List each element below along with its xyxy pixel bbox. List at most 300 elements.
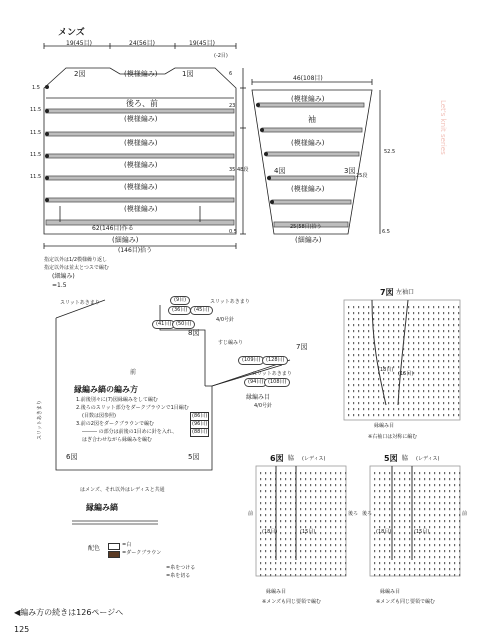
chart-stitch-mark xyxy=(368,354,369,356)
dim-top-left: 19(45目) xyxy=(66,40,92,47)
chart-stitch-mark xyxy=(403,306,404,308)
chart-stitch-mark xyxy=(418,342,419,344)
chart-stitch-mark xyxy=(374,550,375,552)
chart-stitch-mark xyxy=(414,562,415,564)
chart-stitch-mark xyxy=(300,562,301,564)
chart-stitch-mark xyxy=(374,472,375,474)
chart-stitch-mark xyxy=(310,520,311,522)
box-86: (86目) xyxy=(192,413,208,419)
color-brown-label: =ダークブラウン xyxy=(122,550,162,556)
fig5-note: ※メンズも同じ要領で編む xyxy=(376,599,436,605)
swatch-white xyxy=(108,543,120,550)
chart-stitch-mark xyxy=(325,568,326,570)
chart-stitch-mark xyxy=(408,336,409,338)
chart-stitch-mark xyxy=(265,472,266,474)
chart-stitch-mark xyxy=(265,490,266,492)
chart-stitch-mark xyxy=(398,342,399,344)
fig6-col1: (18目) xyxy=(262,529,278,535)
chart-stitch-mark xyxy=(393,348,394,350)
chart-stitch-mark xyxy=(280,574,281,576)
chart-stitch-mark xyxy=(285,562,286,564)
chart-stitch-mark xyxy=(290,484,291,486)
chart-stitch-mark xyxy=(363,396,364,398)
chart-stitch-mark xyxy=(348,408,349,410)
chart-stitch-mark xyxy=(449,484,450,486)
chart-stitch-mark xyxy=(348,354,349,356)
chart-stitch-mark xyxy=(388,354,389,356)
chart-stitch-mark xyxy=(374,520,375,522)
chart-stitch-mark xyxy=(315,556,316,558)
chart-stitch-mark xyxy=(325,514,326,516)
chart-stitch-mark xyxy=(443,360,444,362)
chart-stitch-mark xyxy=(315,502,316,504)
chart-stitch-mark xyxy=(285,550,286,552)
chart-stitch-mark xyxy=(389,538,390,540)
chart-stitch-mark xyxy=(399,472,400,474)
chart-stitch-mark xyxy=(429,508,430,510)
chart-stitch-mark xyxy=(368,384,369,386)
chart-stitch-mark xyxy=(444,532,445,534)
chart-stitch-mark xyxy=(300,526,301,528)
chart-stitch-mark xyxy=(443,318,444,320)
chart-stitch-mark xyxy=(409,568,410,570)
chart-stitch-mark xyxy=(408,360,409,362)
box-88: (88目) xyxy=(192,429,208,435)
chart-stitch-mark xyxy=(265,562,266,564)
chart-stitch-mark xyxy=(368,390,369,392)
howto-line-2: 2.後ろのスリット部分をダークブラウンで1目編む xyxy=(76,405,189,411)
chart-stitch-mark xyxy=(409,538,410,540)
chart-stitch-mark xyxy=(260,514,261,516)
chart-stitch-mark xyxy=(409,484,410,486)
chart-stitch-mark xyxy=(454,568,455,570)
chart-stitch-mark xyxy=(408,378,409,380)
chart-stitch-mark xyxy=(325,532,326,534)
chart-stitch-mark xyxy=(270,526,271,528)
chart-stitch-mark xyxy=(374,484,375,486)
chart-stitch-mark xyxy=(378,336,379,338)
chart-stitch-mark xyxy=(438,306,439,308)
chart-stitch-mark xyxy=(265,544,266,546)
chart-stitch-mark xyxy=(305,544,306,546)
chart-stitch-mark xyxy=(443,372,444,374)
chart-stitch-mark xyxy=(280,538,281,540)
chart-stitch-mark xyxy=(443,384,444,386)
chart-stitch-mark xyxy=(305,556,306,558)
chart-stitch-mark xyxy=(423,342,424,344)
chart-stitch-mark xyxy=(443,414,444,416)
chart-stitch-mark xyxy=(310,490,311,492)
chart-stitch-mark xyxy=(335,532,336,534)
chart-stitch-mark xyxy=(260,538,261,540)
chart-stitch-mark xyxy=(330,544,331,546)
chart-stitch-mark xyxy=(393,354,394,356)
chart-stitch-mark xyxy=(449,514,450,516)
chart-stitch-mark xyxy=(399,526,400,528)
chart-stitch-mark xyxy=(345,544,346,546)
chart-stitch-mark xyxy=(270,556,271,558)
chart-stitch-mark xyxy=(340,544,341,546)
chart-stitch-mark xyxy=(378,384,379,386)
chart-stitch-mark xyxy=(453,402,454,404)
chart-stitch-mark xyxy=(398,324,399,326)
chart-stitch-mark xyxy=(448,342,449,344)
chart-stitch-mark xyxy=(265,556,266,558)
chart-stitch-mark xyxy=(373,306,374,308)
chart-stitch-mark xyxy=(418,366,419,368)
chart-stitch-mark xyxy=(419,538,420,540)
chart-stitch-mark xyxy=(388,396,389,398)
dim-top-center: 24(56目) xyxy=(129,40,155,47)
chart-stitch-mark xyxy=(403,312,404,314)
right-dim-mid: 23 xyxy=(229,103,236,109)
fig5-side2: 前 xyxy=(462,511,468,517)
chart-stitch-mark xyxy=(423,378,424,380)
chart-stitch-mark xyxy=(458,324,459,326)
chart-stitch-mark xyxy=(409,562,410,564)
chart-stitch-mark xyxy=(315,472,316,474)
chart-stitch-mark xyxy=(404,556,405,558)
stripe-color-label: 配色 xyxy=(88,545,101,552)
chart-stitch-mark xyxy=(280,562,281,564)
chart-stitch-mark xyxy=(330,478,331,480)
chart-stitch-mark xyxy=(388,330,389,332)
chart-stitch-mark xyxy=(438,402,439,404)
chart-stitch-mark xyxy=(448,360,449,362)
chart-stitch-mark xyxy=(383,360,384,362)
pill-45: (45目) xyxy=(190,306,213,315)
chart-stitch-mark xyxy=(335,520,336,522)
chart-stitch-mark xyxy=(394,502,395,504)
pill-109: (109目) xyxy=(238,356,264,365)
chart-stitch-mark xyxy=(270,502,271,504)
chart-stitch-mark xyxy=(379,544,380,546)
chart-stitch-mark xyxy=(310,514,311,516)
chart-stitch-mark xyxy=(340,508,341,510)
fig5-side: 後ろ xyxy=(362,511,373,517)
chart-stitch-mark xyxy=(285,508,286,510)
fig7-col1: (18目) xyxy=(378,367,394,373)
fig6-title: 6図 xyxy=(270,454,284,463)
chart-stitch-mark xyxy=(270,544,271,546)
chart-stitch-mark xyxy=(433,396,434,398)
chart-stitch-mark xyxy=(423,402,424,404)
chart-stitch-mark xyxy=(260,520,261,522)
chart-stitch-mark xyxy=(388,390,389,392)
fig6-label: 縁編み目 xyxy=(266,589,287,595)
chart-stitch-mark xyxy=(320,508,321,510)
chart-stitch-mark xyxy=(394,544,395,546)
chart-stitch-mark xyxy=(413,318,414,320)
chart-stitch-mark xyxy=(453,354,454,356)
chart-stitch-mark xyxy=(348,336,349,338)
chart-stitch-mark xyxy=(443,390,444,392)
chart-stitch-mark xyxy=(438,342,439,344)
chart-stitch-mark xyxy=(280,568,281,570)
chart-stitch-mark xyxy=(353,384,354,386)
chart-stitch-mark xyxy=(310,544,311,546)
chart-stitch-mark xyxy=(378,342,379,344)
chart-stitch-mark xyxy=(373,384,374,386)
chart-stitch-mark xyxy=(404,544,405,546)
chart-stitch-mark xyxy=(413,360,414,362)
chart-stitch-mark xyxy=(458,318,459,320)
chart-stitch-mark xyxy=(368,348,369,350)
chart-stitch-mark xyxy=(453,348,454,350)
chart-stitch-mark xyxy=(404,568,405,570)
sleeve-pattern-2: (模様編み) xyxy=(291,139,325,147)
chart-stitch-mark xyxy=(335,478,336,480)
chart-stitch-mark xyxy=(453,390,454,392)
chart-stitch-mark xyxy=(348,324,349,326)
ribbing-label: (細編み) xyxy=(112,236,139,244)
chart-stitch-mark xyxy=(389,520,390,522)
chart-stitch-mark xyxy=(363,330,364,332)
chart-stitch-mark xyxy=(434,532,435,534)
chart-stitch-mark xyxy=(443,396,444,398)
chart-stitch-mark xyxy=(413,330,414,332)
chart-stitch-mark xyxy=(403,318,404,320)
row-pattern-4: (模様編み) xyxy=(124,161,158,169)
chart-stitch-mark xyxy=(348,372,349,374)
chart-stitch-mark xyxy=(439,568,440,570)
chart-stitch-mark xyxy=(459,514,460,516)
chart-stitch-mark xyxy=(398,318,399,320)
chart-stitch-mark xyxy=(423,366,424,368)
chart-stitch-mark xyxy=(444,520,445,522)
chart-stitch-mark xyxy=(353,318,354,320)
chart-stitch-mark xyxy=(368,360,369,362)
chart-stitch-mark xyxy=(394,484,395,486)
chart-stitch-mark xyxy=(358,330,359,332)
chart-stitch-mark xyxy=(373,360,374,362)
chart-stitch-mark xyxy=(444,478,445,480)
chart-stitch-mark xyxy=(368,414,369,416)
chart-stitch-mark xyxy=(300,538,301,540)
chart-stitch-mark xyxy=(358,324,359,326)
chart-stitch-mark xyxy=(260,490,261,492)
chart-stitch-mark xyxy=(330,520,331,522)
chart-stitch-mark xyxy=(260,508,261,510)
ribbing-label-3: 4/0号針 xyxy=(254,403,273,409)
chart-stitch-mark xyxy=(388,414,389,416)
chart-stitch-mark xyxy=(290,472,291,474)
chart-stitch-mark xyxy=(275,562,276,564)
chart-stitch-mark xyxy=(398,330,399,332)
sleeve-ribbing: (細編み) xyxy=(295,236,322,244)
chart-stitch-mark xyxy=(433,372,434,374)
chart-stitch-mark xyxy=(358,342,359,344)
chart-stitch-mark xyxy=(310,478,311,480)
chart-stitch-mark xyxy=(443,330,444,332)
chart-stitch-mark xyxy=(389,574,390,576)
pill-9: (9目) xyxy=(170,296,190,305)
chart-stitch-mark xyxy=(459,538,460,540)
chart-stitch-mark xyxy=(270,568,271,570)
chart-stitch-mark xyxy=(384,490,385,492)
chart-stitch-mark xyxy=(379,568,380,570)
chart-stitch-mark xyxy=(419,490,420,492)
chart-stitch-mark xyxy=(373,318,374,320)
chart-stitch-mark xyxy=(438,312,439,314)
chart-stitch-mark xyxy=(413,312,414,314)
chart-stitch-mark xyxy=(414,568,415,570)
chart-stitch-mark xyxy=(383,414,384,416)
chart-stitch-mark xyxy=(383,402,384,404)
chart-stitch-mark xyxy=(418,402,419,404)
chart-stitch-mark xyxy=(340,502,341,504)
chart-stitch-mark xyxy=(310,538,311,540)
chart-stitch-mark xyxy=(399,574,400,576)
chart-stitch-mark xyxy=(398,348,399,350)
chart-stitch-mark xyxy=(315,538,316,540)
chart-stitch-mark xyxy=(438,318,439,320)
chart-stitch-mark xyxy=(348,366,349,368)
chart-stitch-mark xyxy=(358,348,359,350)
chart-stitch-mark xyxy=(290,526,291,528)
row-pattern-3: (模様編み) xyxy=(124,139,158,147)
left-dim-0: 1.5 xyxy=(32,85,40,91)
fig6-tag: (レディス) xyxy=(302,456,326,462)
sleeve-bottom-dim: 6.5 xyxy=(382,229,390,235)
chart-stitch-mark xyxy=(418,360,419,362)
chart-stitch-mark xyxy=(290,496,291,498)
chart-stitch-mark xyxy=(280,502,281,504)
chart-stitch-mark xyxy=(285,478,286,480)
chart-stitch-mark xyxy=(444,544,445,546)
chart-stitch-mark xyxy=(353,396,354,398)
chart-stitch-mark xyxy=(363,342,364,344)
chart-stitch-mark xyxy=(368,330,369,332)
chart-stitch-mark xyxy=(358,378,359,380)
chart-stitch-mark xyxy=(378,360,379,362)
chart-stitch-mark xyxy=(418,390,419,392)
chart-stitch-mark xyxy=(335,568,336,570)
chart-stitch-mark xyxy=(458,390,459,392)
left-dim-4: 11.5 xyxy=(30,174,42,180)
chart-stitch-mark xyxy=(453,318,454,320)
chart-stitch-mark xyxy=(325,484,326,486)
chart-stitch-mark xyxy=(300,496,301,498)
chart-stitch-mark xyxy=(454,508,455,510)
chart-stitch-mark xyxy=(403,408,404,410)
chart-stitch-mark xyxy=(368,396,369,398)
chart-stitch-mark xyxy=(413,336,414,338)
chart-stitch-mark xyxy=(399,550,400,552)
chart-stitch-mark xyxy=(439,496,440,498)
chart-stitch-mark xyxy=(285,502,286,504)
chart-stitch-mark xyxy=(399,478,400,480)
chart-stitch-mark xyxy=(265,520,266,522)
chart-stitch-mark xyxy=(449,520,450,522)
body-legend: はメンズ、それ以外はレディスと共通 xyxy=(80,487,165,493)
chart-stitch-mark xyxy=(408,318,409,320)
chart-stitch-mark xyxy=(374,544,375,546)
chart-stitch-mark xyxy=(325,490,326,492)
chart-stitch-mark xyxy=(438,390,439,392)
chart-stitch-mark xyxy=(399,532,400,534)
chart-stitch-mark xyxy=(414,526,415,528)
chart-stitch-mark xyxy=(320,556,321,558)
chart-stitch-mark xyxy=(403,414,404,416)
chart-stitch-mark xyxy=(389,496,390,498)
chart-stitch-mark xyxy=(458,342,459,344)
chart-stitch-mark xyxy=(428,366,429,368)
chart-stitch-mark xyxy=(300,556,301,558)
chart-stitch-mark xyxy=(439,514,440,516)
chart-stitch-mark xyxy=(439,478,440,480)
chart-stitch-mark xyxy=(335,526,336,528)
chart-stitch-mark xyxy=(419,484,420,486)
chart-stitch-mark xyxy=(399,490,400,492)
chart-stitch-mark xyxy=(418,336,419,338)
howto-line-4: 3.前の2図をダークブラウンで編む xyxy=(76,421,154,427)
chart-stitch-mark xyxy=(270,520,271,522)
chart-stitch-mark xyxy=(438,366,439,368)
chart-stitch-mark xyxy=(383,354,384,356)
chart-stitch-mark xyxy=(345,532,346,534)
chart-stitch-mark xyxy=(443,354,444,356)
chart-stitch-mark xyxy=(374,562,375,564)
chart-stitch-mark xyxy=(429,550,430,552)
chart-stitch-mark xyxy=(459,502,460,504)
chart-stitch-mark xyxy=(265,568,266,570)
chart-stitch-mark xyxy=(449,556,450,558)
chart-stitch-mark xyxy=(454,484,455,486)
chart-stitch-mark xyxy=(260,550,261,552)
chart-stitch-mark xyxy=(378,318,379,320)
chart-stitch-mark xyxy=(454,490,455,492)
chart-stitch-mark xyxy=(373,312,374,314)
chart-stitch-mark xyxy=(363,408,364,410)
chart-stitch-mark xyxy=(345,502,346,504)
chart-stitch-mark xyxy=(373,372,374,374)
chart-stitch-mark xyxy=(325,502,326,504)
chart-stitch-mark xyxy=(353,414,354,416)
chart-stitch-mark xyxy=(459,520,460,522)
chart-stitch-mark xyxy=(340,472,341,474)
chart-stitch-mark xyxy=(335,502,336,504)
chart-stitch-mark xyxy=(373,348,374,350)
chart-stitch-mark xyxy=(418,378,419,380)
chart-stitch-mark xyxy=(453,306,454,308)
chart-stitch-mark xyxy=(305,514,306,516)
chart-stitch-mark xyxy=(389,556,390,558)
chart-stitch-mark xyxy=(265,502,266,504)
chart-stitch-mark xyxy=(300,478,301,480)
chart-stitch-mark xyxy=(439,520,440,522)
chart-stitch-mark xyxy=(404,490,405,492)
chart-stitch-mark xyxy=(280,508,281,510)
sleeve-right-total: 52.5 xyxy=(384,149,396,155)
chart-stitch-mark xyxy=(408,402,409,404)
chart-stitch-mark xyxy=(434,544,435,546)
chart-stitch-mark xyxy=(348,384,349,386)
chart-stitch-mark xyxy=(459,490,460,492)
chart-stitch-mark xyxy=(439,556,440,558)
chart-stitch-mark xyxy=(448,306,449,308)
chart-stitch-mark xyxy=(315,508,316,510)
chart-stitch-mark xyxy=(373,414,374,416)
chart-stitch-mark xyxy=(399,538,400,540)
chart-stitch-mark xyxy=(373,396,374,398)
chart-stitch-mark xyxy=(358,354,359,356)
chart-stitch-mark xyxy=(448,390,449,392)
chart-stitch-mark xyxy=(414,574,415,576)
chart-stitch-mark xyxy=(443,312,444,314)
chart-stitch-mark xyxy=(383,348,384,350)
chart-stitch-mark xyxy=(368,408,369,410)
